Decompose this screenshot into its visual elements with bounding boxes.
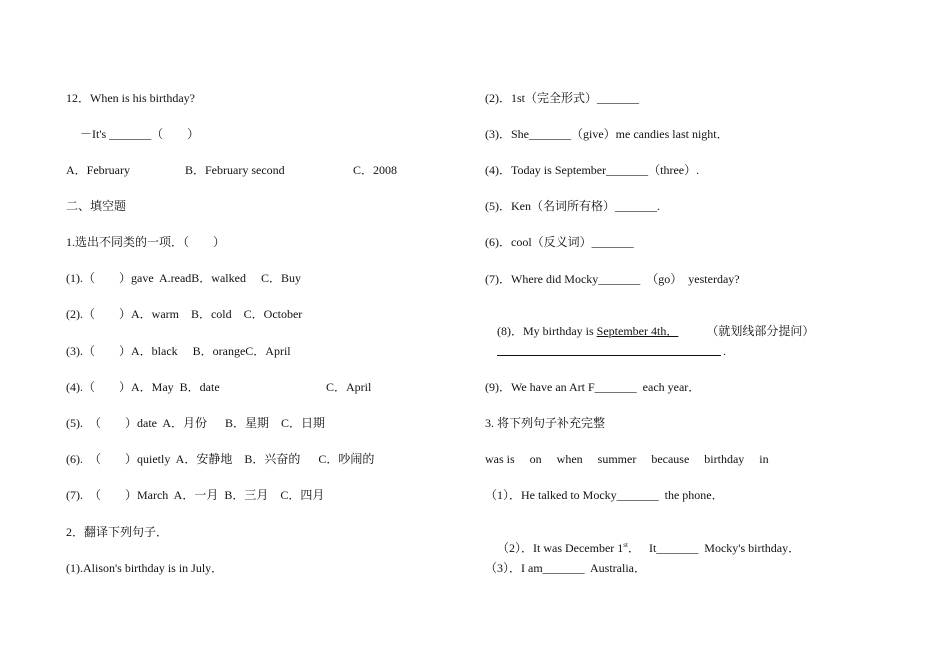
complete-item-2-suffix: ． It_______ Mocky's birthday．	[627, 541, 801, 555]
part1-title: 1.选出不同类的一项．（ ）	[66, 235, 226, 249]
fill-item-4: (4)．Today is September_______（three）.	[485, 163, 700, 177]
fill-item-9: (9)．We have an Art F_______ each year．	[485, 380, 701, 394]
fill-item-6: (6)．cool（反义词）_______	[485, 235, 634, 249]
option-a: A．February	[66, 163, 130, 177]
list-item: (3).（ ）A．black B．orangeC．April	[66, 344, 291, 358]
list-item-4-option-c: C．April	[326, 380, 372, 394]
list-item: (6). （ ）quietly A．安静地 B．兴奋的 C．吵闹的	[66, 452, 375, 466]
underlined-phrase: September 4th．	[596, 324, 679, 338]
section-title: 二、填空题	[66, 199, 127, 213]
list-item: (7). （ ）March A．一月 B．三月 C．四月	[66, 488, 325, 502]
part2-title: 2．翻译下列句子．	[66, 525, 169, 539]
fill-item-2: (2)．1st（完全形式）_______	[485, 91, 639, 105]
complete-item-2-prefix: （2）．It was December 1	[497, 541, 624, 555]
fill-item-8-prefix: (8)．My birthday is	[497, 324, 597, 338]
question-12-answer-line: －It's _______（ ）	[80, 127, 200, 141]
complete-item-1: （1）．He talked to Mocky_______ the phone．	[485, 488, 724, 502]
option-b: B．February second	[185, 163, 285, 177]
list-item: (1).（ ）gave A.readB．walked C．Buy	[66, 271, 301, 285]
list-item: (5). （ ）date A．月份 B．星期 C．日期	[66, 416, 325, 430]
answer-line-period: .	[723, 344, 726, 358]
part3-title: 3. 将下列句子补充完整	[485, 416, 606, 430]
part2-item-1: (1).Alison's birthday is in July．	[66, 561, 224, 575]
option-c: C．2008	[353, 163, 398, 177]
fill-item-5: (5)．Ken（名词所有格）_______.	[485, 199, 660, 213]
fill-item-3: (3)．She_______（give）me candies last night．	[485, 127, 729, 141]
word-bank: was is on when summer because birthday in	[485, 452, 769, 466]
list-item-4: (4).（ ）A．May B．date	[66, 380, 220, 394]
list-item: (2).（ ）A．warm B．cold C．October	[66, 307, 303, 321]
answer-line	[497, 355, 721, 356]
fill-item-8-instruction: （就划线部分提问）	[706, 324, 815, 338]
fill-item-8	[485, 307, 814, 355]
question-12: 12．When is his birthday?	[66, 91, 195, 105]
fill-item-7: (7)．Where did Mocky_______ （go） yesterday?	[485, 272, 740, 286]
ordinal-superscript: st	[623, 541, 628, 549]
complete-item-3: （3）．I am_______ Australia．	[485, 561, 646, 575]
